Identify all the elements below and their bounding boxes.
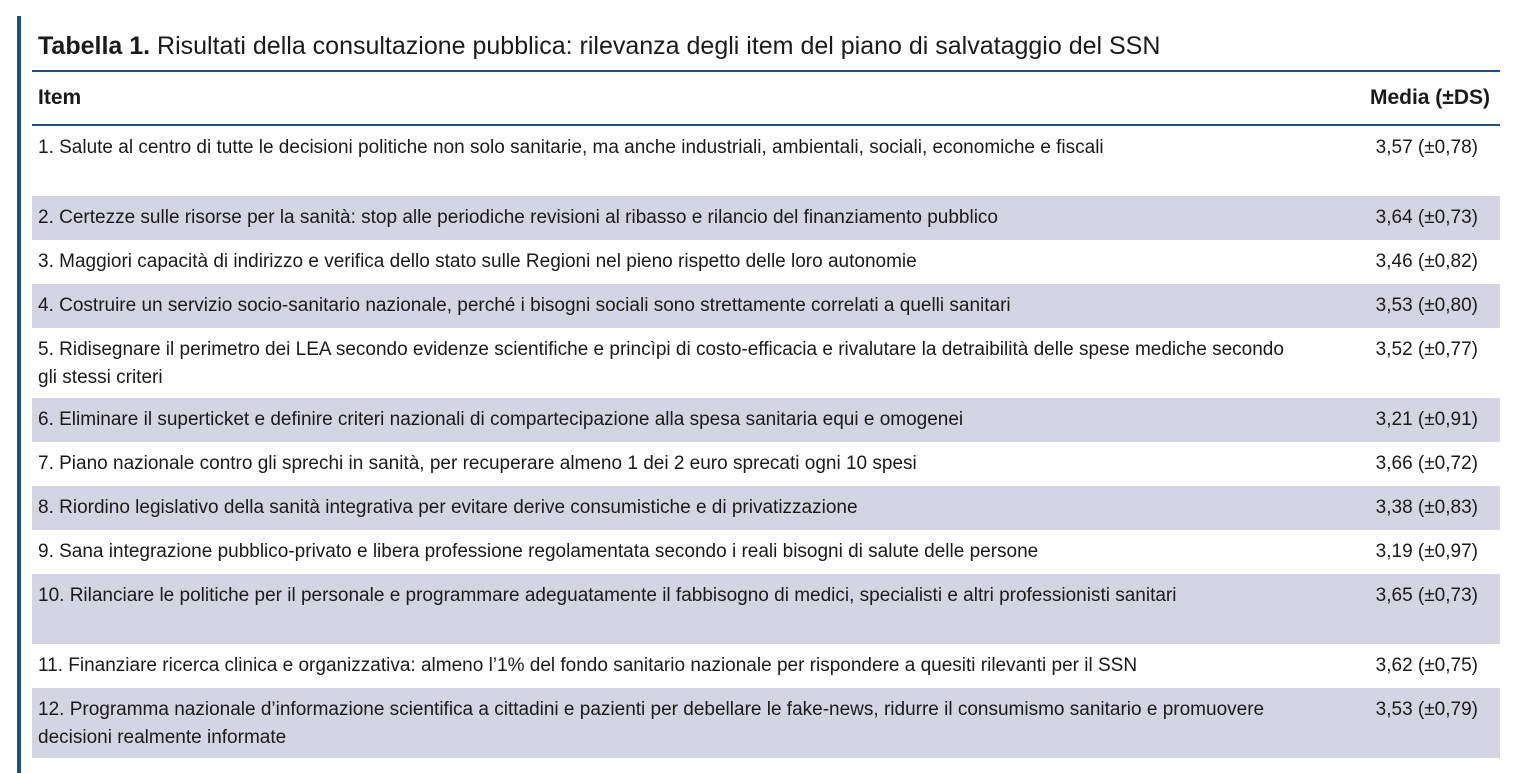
header-item: Item bbox=[38, 86, 82, 109]
header-mean: Media (±DS) bbox=[1369, 86, 1490, 109]
row-mean-value: 3,66 (±0,72) bbox=[1375, 453, 1478, 474]
table-row bbox=[32, 486, 1500, 530]
row-mean-value: 3,64 (±0,73) bbox=[1375, 207, 1478, 228]
row-item-text: 2. Certezze sulle risorse per la sanità: stop alle periodiche revisioni al ribasso e rilancio del finanziamento pubblico bbox=[38, 207, 999, 228]
table-row bbox=[32, 574, 1500, 644]
table-row bbox=[32, 688, 1500, 758]
row-item-text: 4. Costruire un servizio socio-sanitario nazionale, perché i bisogni sociali sono strettamente correlati a quelli sanitari bbox=[38, 295, 1011, 316]
row-mean-value: 3,46 (±0,82) bbox=[1375, 251, 1478, 272]
row-mean-value: 3,21 (±0,91) bbox=[1375, 409, 1478, 430]
row-mean-value: 3,62 (±0,75) bbox=[1375, 655, 1478, 676]
table-row bbox=[32, 328, 1500, 398]
table-row bbox=[32, 644, 1500, 688]
row-item-text: 7. Piano nazionale contro gli sprechi in sanità, per recuperare almeno 1 dei 2 euro sprecati ogni 10 spesi bbox=[38, 453, 917, 474]
row-item-text: 8. Riordino legislativo della sanità integrativa per evitare derive consumistiche e di privatizzazione bbox=[38, 497, 858, 518]
table-row bbox=[32, 442, 1500, 486]
row-mean-value: 3,53 (±0,79) bbox=[1375, 699, 1478, 720]
row-item-text: 11. Finanziare ricerca clinica e organizzativa: almeno l’1% del fondo sanitario nazionale per rispondere a quesiti rilevanti per il SSN bbox=[38, 655, 1138, 676]
row-item-text: 5. Ridisegnare il perimetro dei LEA secondo evidenze scientifiche e princìpi di costo-efficacia e rivalutare la detraibilità delle spese mediche secondo gli stessi criteri bbox=[38, 339, 1284, 388]
row-mean-value: 3,19 (±0,97) bbox=[1375, 541, 1478, 562]
row-item-text: 12. Programma nazionale d’informazione scientifica a cittadini e pazienti per debellare le fake-news, ridurre il consumismo sanitario e promuovere decisioni realmente informate bbox=[38, 699, 1265, 748]
table-row bbox=[32, 240, 1500, 284]
row-item-text: 6. Eliminare il superticket e definire criteri nazionali di compartecipazione alla spesa sanitaria equi e omogenei bbox=[38, 409, 964, 430]
table-header bbox=[32, 72, 1500, 126]
row-item-text: 1. Salute al centro di tutte le decisioni politiche non solo sanitarie, ma anche industriali, ambientali, sociali, economiche e fiscali bbox=[38, 137, 1104, 158]
row-mean-value: 3,53 (±0,80) bbox=[1375, 295, 1478, 316]
table-row bbox=[32, 126, 1500, 196]
table-caption bbox=[32, 26, 1500, 72]
caption-text: Risultati della consultazione pubblica: rilevanza degli item del piano di salvataggio del SSN bbox=[150, 32, 1161, 60]
left-accent-rule bbox=[17, 16, 21, 773]
row-mean-value: 3,57 (±0,78) bbox=[1375, 137, 1478, 158]
results-table bbox=[32, 26, 1500, 758]
table-row bbox=[32, 196, 1500, 240]
row-mean-value: 3,52 (±0,77) bbox=[1375, 339, 1478, 360]
row-item-text: 9. Sana integrazione pubblico-privato e libera professione regolamentata secondo i reali bisogni di salute delle persone bbox=[38, 541, 1039, 562]
row-item-text: 3. Maggiori capacità di indirizzo e verifica dello stato sulle Regioni nel pieno rispetto delle loro autonomie bbox=[38, 251, 917, 272]
caption-label: Tabella 1. bbox=[38, 32, 151, 60]
row-mean-value: 3,65 (±0,73) bbox=[1375, 585, 1478, 606]
row-item-text: 10. Rilanciare le politiche per il personale e programmare adeguatamente il fabbisogno di medici, specialisti e altri professionisti sanitari bbox=[38, 585, 1177, 606]
table-row bbox=[32, 284, 1500, 328]
row-mean-value: 3,38 (±0,83) bbox=[1375, 497, 1478, 518]
table-row bbox=[32, 398, 1500, 442]
table-row bbox=[32, 530, 1500, 574]
